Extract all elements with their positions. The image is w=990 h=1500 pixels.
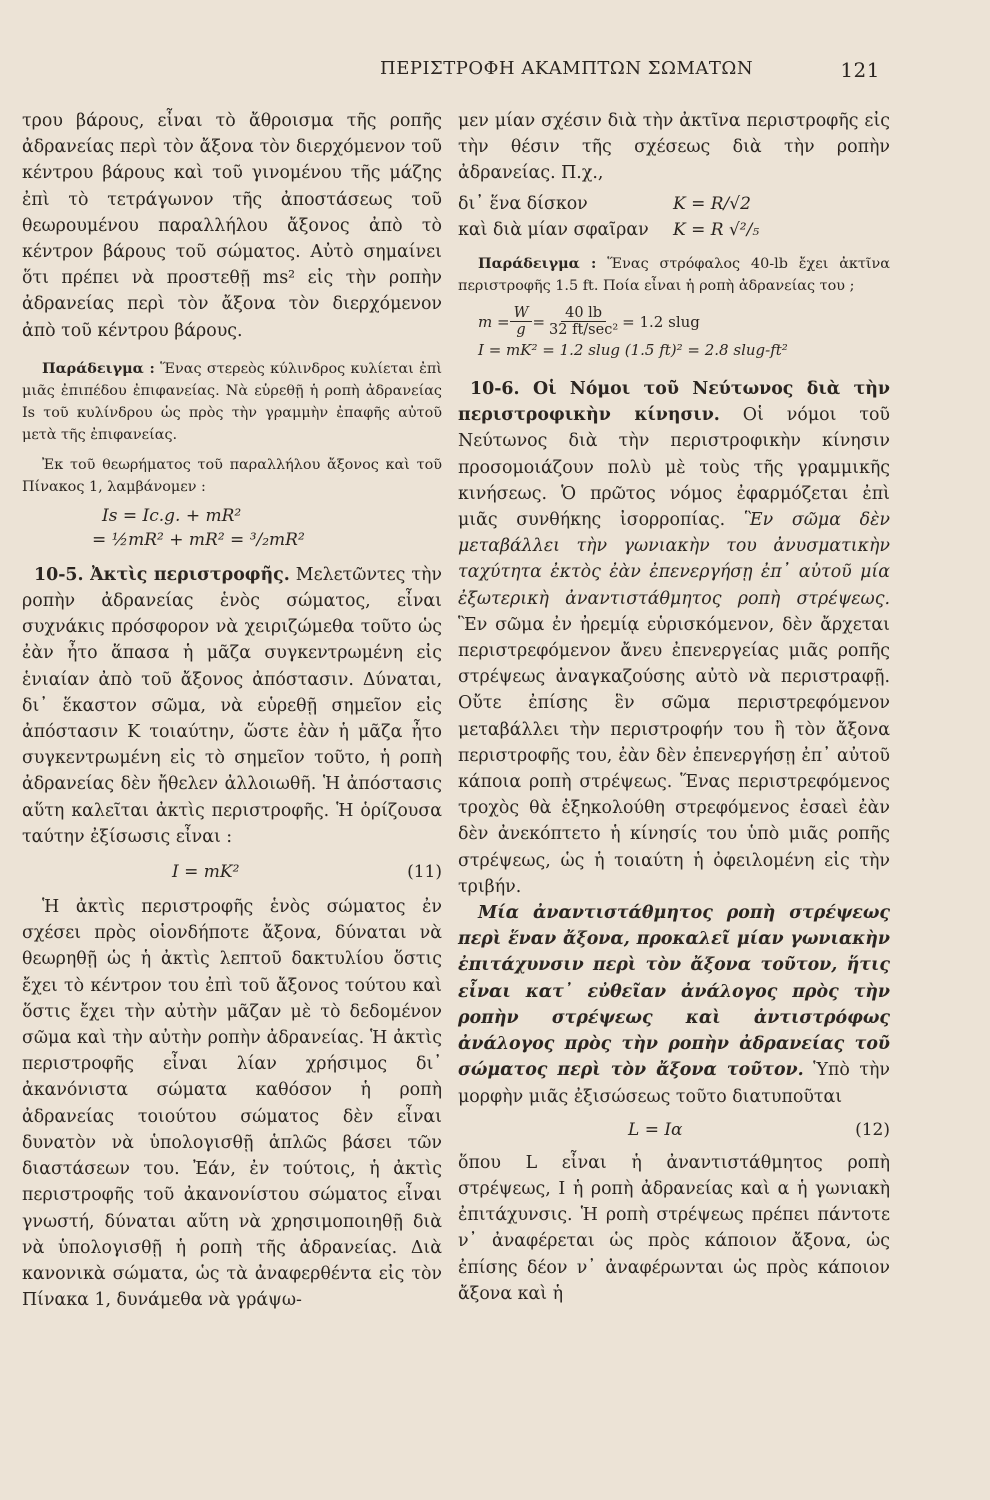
section-title: 10-6. Οἱ Νόμοι τοῦ Νεύτωνος διὰ τὴν περιστροφικὴν κίνησιν. bbox=[458, 379, 890, 426]
example-label: Παράδειγμα : bbox=[42, 359, 155, 377]
paragraph: τρου βάρους, εἶναι τὸ ἄθροισμα τῆς ροπῆς ἀδρανείας περὶ τὸν ἄξονα τὸν διερχόμενον τοῦ κέντρου βάρους καὶ τοῦ γινομένου τῆς μάζης ἐπὶ τὸ τετράγωνον τῆς ἀποστάσεως τοῦ θεωρουμένου παραλλήλου ἄξονος ἀπὸ τὸ κέντρον βάρους τοῦ σώματος. Αὐτὸ σημαίνει ὅτι πρέπει νὰ προστεθῇ ms² εἰς τὴν ροπὴν ἀδρανείας περὶ τὸν ἄξονα τὸν διερχόμενον ἀπὸ τοῦ κέντρου βάρους. bbox=[22, 111, 442, 341]
numerator: 40 lb bbox=[561, 305, 606, 322]
paragraph: ὅπου L εἶναι ἡ ἀναντιστάθμητος ροπὴ στρέψεως, I ἡ ροπὴ ἀδρανείας καὶ α ἡ γωνιακὴ ἐπιτάχυνσις. Ἡ ροπὴ στρέψεως πρέπει πάντοτε ν᾽ ἀναφέρεται ὡς πρὸς κάποιον ἄξονα, ὡς ἐπίσης δέον ν᾽ ἀναφέρωνται ὡς πρὸς κάποιον ἄξονα καὶ ἡ bbox=[458, 1152, 890, 1304]
disk-formula-row bbox=[458, 191, 890, 217]
left-column bbox=[22, 108, 442, 1313]
denominator: g bbox=[516, 322, 526, 339]
page-number: 121 bbox=[840, 58, 880, 82]
section-italic: Ἓν σῶμα δὲν μεταβάλλει τὴν γωνιακὴν του ἀνυσματικὴν ταχύτητα ἐκτὸς ἐὰν ἐπενεργήσῃ ἐπ᾽ αὐτοῦ μία ἐξωτερικὴ ἀναντιστάθμητος ροπὴ στρέψεως. bbox=[458, 510, 890, 609]
law-statement: Μία ἀναντιστάθμητος ροπὴ στρέψεως περὶ ἕναν ἄξονα, προκαλεῖ μίαν γωνιακὴν ἐπιτάχυνσιν περὶ τὸν ἄξονα τοῦτον, ἥτις εἶναι κατ᾽ εὐθεῖαν ἀνάλογος πρὸς τὴν ροπὴν στρέψεως καὶ ἀντιστρόφως ἀνάλογος πρὸς τὴν ροπὴν ἀδρανείας τοῦ σώματος περὶ τὸν ἄξονα τοῦτον. bbox=[458, 903, 890, 1081]
paragraph bbox=[458, 900, 890, 1110]
section-title: 10-5. Ἀκτὶς περιστροφῆς. bbox=[34, 564, 290, 585]
example-text: Ἕνας στερεὸς κύλινδρος κυλίεται ἐπὶ μιᾶς ἐπιπέδου ἐπιφανείας. Νὰ εὑρεθῇ ἡ ροπὴ ἀδρανείας Is τοῦ κυλίνδρου ὡς πρὸς τὴν γραμμὴν ἐπαφῆς αὐτοῦ μετὰ τῆς ἐπιφανείας. bbox=[22, 360, 442, 443]
equation-number: (12) bbox=[855, 1119, 890, 1140]
equation-part: = 1.2 slug bbox=[622, 312, 700, 331]
right-column bbox=[458, 108, 890, 1307]
mass-equation bbox=[458, 305, 890, 338]
paragraph-text: Ὑπὸ τὴν μορφὴν μιᾶς ἐξισώσεως τοῦτο διατυποῦται bbox=[458, 1060, 890, 1107]
section-paragraph bbox=[22, 562, 442, 850]
sphere-formula-row bbox=[458, 217, 890, 243]
section-text: Οἱ νόμοι τοῦ Νεύτωνος διὰ τὴν περιστροφικὴν κίνησιν προσομοιάζουν πολὺ μὲ τοὺς τῆς γραμμικῆς κινήσεως. Ὁ πρῶτος νόμος ἐφαρμόζεται ἐπὶ μιᾶς συνθήκης ἰσορροπίας. bbox=[458, 405, 890, 531]
formula: K = R √²/₅ bbox=[673, 219, 760, 240]
section-paragraph bbox=[458, 376, 890, 900]
example-paragraph bbox=[458, 253, 890, 297]
formula-label: καὶ διὰ μίαν σφαῖραν bbox=[458, 219, 649, 240]
example-label: Παράδειγμα : bbox=[478, 255, 597, 273]
numerator: W bbox=[510, 305, 533, 322]
equation-part: = bbox=[532, 312, 546, 331]
header-title: ΠΕΡΙΣΤΡΟΦΗ ΑΚΑΜΠΤΩΝ ΣΩΜΑΤΩΝ bbox=[380, 58, 754, 79]
formula: K = R/√2 bbox=[673, 193, 751, 214]
section-text: Ἓν σῶμα ἐν ἠρεμίᾳ εὑρισκόμενον, δὲν ἄρχεται περιστρεφόμενον ἄνευ ἐπενεργείας μιᾶς ροπῆς στρέψεως ἀναγκαζούσης αὐτὸ νὰ περιστραφῇ. Οὔτε ἐπίσης ἓν σῶμα περιστρεφόμενον μεταβάλλει τὴν περιστροφήν του ἢ τὸν ἄξονα περιστροφῆς του, ἐὰν δὲν ἐπενεργήσῃ ἐπ᾽ αὐτοῦ κάποια ροπὴ στρέψεως. Ἕνας περιστρεφόμενος τροχὸς θὰ ἐξηκολούθη στρεφόμενος ἐσαεὶ ἐὰν δὲν ἀνεκόπτετο ἡ κίνησίς του ὑπὸ μιᾶς ροπῆς στρέψεως, ὡς ἡ τοιαύτη ἡ ὀφειλομένη εἰς τὴν τριβήν. bbox=[458, 614, 890, 897]
example-paragraph bbox=[22, 358, 442, 446]
fraction bbox=[545, 305, 622, 338]
formula-label: δι᾽ ἕνα δίσκον bbox=[458, 193, 588, 214]
main-equation bbox=[22, 860, 442, 884]
paragraph: μεν μίαν σχέσιν διὰ τὴν ἀκτῖνα περιστροφῆς εἰς τὴν θέσιν τῆς σχέσεως διὰ τὴν ροπὴν ἀδρανείας. Π.χ., bbox=[458, 111, 890, 184]
running-header bbox=[380, 58, 880, 88]
equation-expression: L = Iα bbox=[628, 1119, 683, 1140]
example-solution: Ἐκ τοῦ θεωρήματος τοῦ παραλλήλου ἄξονος καὶ τοῦ Πίνακος 1, λαμβάνομεν : bbox=[22, 456, 442, 495]
equation-number: (11) bbox=[407, 862, 442, 883]
equation: I = mK² = 1.2 slug (1.5 ft)² = 2.8 slug-ft² bbox=[478, 341, 788, 360]
equation-expression: I = mK² bbox=[172, 862, 240, 883]
denominator: 32 ft/sec² bbox=[549, 322, 619, 339]
section-text: Μελετῶντες τὴν ροπὴν ἀδρανείας ἑνὸς σώματος, εἶναι συχνάκις πρόσφορον νὰ χειριζώμεθα τοῦτο ὡς ἐὰν ἦτο ἅπασα ἡ μᾶζα συγκεντρωμένη εἰς ἑνιαίαν ἀπὸ τοῦ ἄξονος ἀπόστασιν. Δύναται, δι᾽ ἕκαστον σῶμα, νὰ εὑρεθῇ σημεῖον εἰς ἀπόστασιν K τοιαύτην, ὥστε ἐὰν ἡ μᾶζα ἦτο συγκεντρωμένη εἰς τὸ σημεῖον τοῦτο, ἡ ροπὴ ἀδρανείας δὲν ἤθελεν ἀλλοιωθῆ. Ἡ ἀπόστασις αὕτη καλεῖται ἀκτὶς περιστροφῆς. Ἡ ὁρίζουσα ταύτην ἐξίσωσις εἶναι : bbox=[22, 564, 442, 847]
paragraph: Ἡ ἀκτὶς περιστροφῆς ἑνὸς σώματος ἐν σχέσει πρὸς οἱονδήποτε ἄξονα, δύναται νὰ θεωρηθῇ ὡς ἡ ἀκτὶς λεπτοῦ δακτυλίου ὅστις ἔχει τὸ κέντρον του ἐπὶ τοῦ ἄξονος τούτου καὶ ὅστις ἔχει τὴν αὐτὴν μᾶζαν μὲ τὸ δεδομένον σῶμα καὶ τὴν αὐτὴν ροπὴν ἀδρανείας. Ἡ ἀκτὶς περιστροφῆς εἶναι λίαν χρήσιμος δι᾽ ἀκανόνιστα σώματα καθόσον ἡ ροπὴ ἀδρανείας τοιούτου σώματος δὲν εἶναι δυνατὸν νὰ ὑπολογισθῇ ἁπλῶς βάσει τῶν διαστάσεων του. Ἐάν, ἐν τούτοις, ἡ ἀκτὶς περιστροφῆς τοῦ ἀκανονίστου σώματος εἶναι γνωστή, δύναται αὕτη νὰ χρησιμοποιηθῇ διὰ νὰ ὑπολογισθῇ ἡ ροπὴ τῆς ἀδρανείας. Διὰ κανονικὰ σώματα, ὡς τὰ ἀναφερθέντα εἰς τὸν Πίνακα 1, δυνάμεθα νὰ γράψω- bbox=[22, 897, 442, 1311]
main-equation bbox=[458, 1118, 890, 1142]
fraction bbox=[510, 305, 533, 338]
example-text: Ἕνας στρόφαλος 40-lb ἔχει ἀκτῖνα περιστροφῆς 1.5 ft. Ποία εἶναι ἡ ροπὴ ἀδρανείας του ; bbox=[458, 256, 890, 295]
equation-part: m = bbox=[478, 312, 510, 331]
equation: = ½mR² + mR² = ³/₂mR² bbox=[92, 529, 305, 550]
equation: Is = Ic.g. + mR² bbox=[102, 505, 242, 526]
